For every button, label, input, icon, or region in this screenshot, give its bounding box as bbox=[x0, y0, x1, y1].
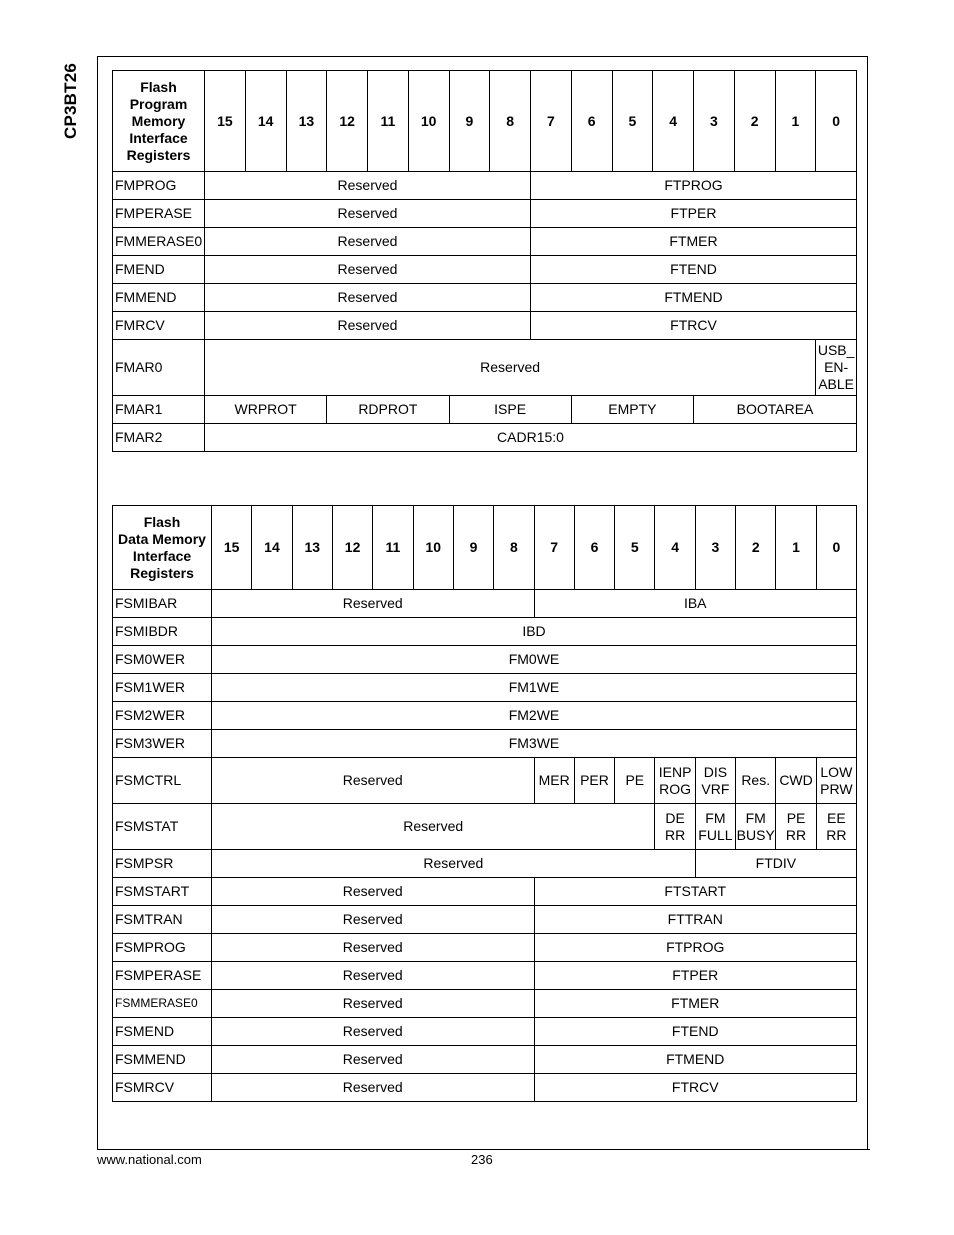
bit-field-reserved: Reserved bbox=[212, 1074, 535, 1102]
register-row-fsm1wer bbox=[113, 674, 857, 702]
register-row-fsm0wer bbox=[113, 646, 857, 674]
bit-field-ftprog: FTPROG bbox=[534, 934, 857, 962]
register-name: FSMEND bbox=[113, 1018, 212, 1046]
bit-field-fm-busy: FM BUSY bbox=[736, 804, 776, 850]
bit-field-per: PER bbox=[574, 758, 614, 804]
bit-header-6: 6 bbox=[574, 506, 614, 590]
bit-header-1: 1 bbox=[775, 71, 816, 172]
register-name: FMAR0 bbox=[113, 340, 205, 396]
register-name: FSMIBDR bbox=[113, 618, 212, 646]
register-name: FSM3WER bbox=[113, 730, 212, 758]
bit-header-0: 0 bbox=[816, 71, 857, 172]
data-memory-register-table bbox=[112, 505, 857, 1102]
table-header-title: Flash Program Memory Interface Registers bbox=[113, 71, 205, 172]
register-row-fsmibdr bbox=[113, 618, 857, 646]
bit-field-iba: IBA bbox=[534, 590, 857, 618]
footer-url: www.national.com bbox=[97, 1152, 202, 1167]
bit-field-ftdiv: FTDIV bbox=[695, 850, 856, 878]
register-row-fsm2wer bbox=[113, 702, 857, 730]
bit-field-reserved: Reserved bbox=[212, 758, 535, 804]
document-side-title bbox=[59, 56, 83, 146]
bit-header-14: 14 bbox=[252, 506, 292, 590]
bit-field-fm3we: FM3WE bbox=[212, 730, 857, 758]
bit-field-pe-rr: PE RR bbox=[776, 804, 816, 850]
program-memory-register-table bbox=[112, 70, 857, 452]
bit-field-reserved: Reserved bbox=[205, 340, 816, 396]
bit-field-reserved: Reserved bbox=[205, 256, 531, 284]
bit-header-6: 6 bbox=[571, 71, 612, 172]
register-name: FMAR1 bbox=[113, 396, 205, 424]
register-name: FMPROG bbox=[113, 172, 205, 200]
bit-header-12: 12 bbox=[327, 71, 368, 172]
bit-field-reserved: Reserved bbox=[212, 804, 655, 850]
bit-field-ftrcv: FTRCV bbox=[534, 1074, 857, 1102]
bit-field-res: Res. bbox=[736, 758, 776, 804]
bit-field-reserved: Reserved bbox=[212, 990, 535, 1018]
register-name: FSMSTAT bbox=[113, 804, 212, 850]
register-name: FSMPROG bbox=[113, 934, 212, 962]
register-name: FSMMEND bbox=[113, 1046, 212, 1074]
bit-field-ienp-rog: IENP ROG bbox=[655, 758, 695, 804]
register-name: FMRCV bbox=[113, 312, 205, 340]
bit-field-ftend: FTEND bbox=[531, 256, 857, 284]
register-row-fsmperase bbox=[113, 962, 857, 990]
bit-field-ispe: ISPE bbox=[449, 396, 571, 424]
bit-header-2: 2 bbox=[736, 506, 776, 590]
register-row-fsmmend bbox=[113, 1046, 857, 1074]
bit-field-low-prw: LOW PRW bbox=[816, 758, 856, 804]
register-name: FMMERASE0 bbox=[113, 228, 205, 256]
bit-field-ftper: FTPER bbox=[534, 962, 857, 990]
bit-field-fttran: FTTRAN bbox=[534, 906, 857, 934]
bit-field-reserved: Reserved bbox=[205, 228, 531, 256]
register-row-fmprog bbox=[113, 172, 857, 200]
register-row-fsmstart bbox=[113, 878, 857, 906]
bit-field-de-rr: DE RR bbox=[655, 804, 695, 850]
bit-field-ibd: IBD bbox=[212, 618, 857, 646]
bit-field-dis-vrf: DIS VRF bbox=[695, 758, 735, 804]
bit-field-ftmend: FTMEND bbox=[534, 1046, 857, 1074]
register-name: FSMSTART bbox=[113, 878, 212, 906]
page-number: 236 bbox=[471, 1152, 493, 1167]
bit-field-reserved: Reserved bbox=[205, 284, 531, 312]
bit-field-cwd: CWD bbox=[776, 758, 816, 804]
bit-header-4: 4 bbox=[655, 506, 695, 590]
bit-field-wrprot: WRPROT bbox=[205, 396, 327, 424]
bit-header-5: 5 bbox=[615, 506, 655, 590]
bit-header-3: 3 bbox=[695, 506, 735, 590]
bit-field-ftprog: FTPROG bbox=[531, 172, 857, 200]
bit-header-14: 14 bbox=[245, 71, 286, 172]
bit-field-reserved: Reserved bbox=[212, 934, 535, 962]
register-row-fsmibar bbox=[113, 590, 857, 618]
bit-field-pe: PE bbox=[615, 758, 655, 804]
bit-field-ftmend: FTMEND bbox=[531, 284, 857, 312]
footer-rule bbox=[97, 1149, 870, 1150]
bit-field-empty: EMPTY bbox=[571, 396, 693, 424]
bit-field-fm0we: FM0WE bbox=[212, 646, 857, 674]
bit-header-10: 10 bbox=[408, 71, 449, 172]
bit-header-8: 8 bbox=[494, 506, 534, 590]
register-name: FMEND bbox=[113, 256, 205, 284]
bit-header-9: 9 bbox=[449, 71, 490, 172]
bit-field-ftmer: FTMER bbox=[531, 228, 857, 256]
bit-field-ftend: FTEND bbox=[534, 1018, 857, 1046]
register-name: FSMPERASE bbox=[113, 962, 212, 990]
register-name: FSMMERASE0 bbox=[113, 990, 212, 1018]
table-header-title: Flash Data Memory Interface Registers bbox=[113, 506, 212, 590]
bit-field-reserved: Reserved bbox=[212, 850, 696, 878]
register-row-fmmerase0 bbox=[113, 228, 857, 256]
register-name: FMMEND bbox=[113, 284, 205, 312]
table-header-row bbox=[113, 506, 857, 590]
register-row-fsmctrl bbox=[113, 758, 857, 804]
bit-field-reserved: Reserved bbox=[212, 590, 535, 618]
register-row-fmar2 bbox=[113, 424, 857, 452]
bit-header-15: 15 bbox=[212, 506, 252, 590]
bit-field-reserved: Reserved bbox=[205, 172, 531, 200]
register-name: FSM2WER bbox=[113, 702, 212, 730]
register-name: FSMIBAR bbox=[113, 590, 212, 618]
register-row-fmend bbox=[113, 256, 857, 284]
register-row-fsmpsr bbox=[113, 850, 857, 878]
register-row-fsm3wer bbox=[113, 730, 857, 758]
bit-header-11: 11 bbox=[368, 71, 409, 172]
register-row-fsmmerase0 bbox=[113, 990, 857, 1018]
bit-field-reserved: Reserved bbox=[205, 200, 531, 228]
bit-field-reserved: Reserved bbox=[212, 1018, 535, 1046]
bit-header-12: 12 bbox=[332, 506, 372, 590]
bit-header-4: 4 bbox=[653, 71, 694, 172]
bit-field-mer: MER bbox=[534, 758, 574, 804]
register-row-fmrcv bbox=[113, 312, 857, 340]
bit-field-bootarea: BOOTAREA bbox=[694, 396, 857, 424]
register-name: FSMCTRL bbox=[113, 758, 212, 804]
register-row-fmperase bbox=[113, 200, 857, 228]
bit-header-9: 9 bbox=[453, 506, 493, 590]
register-name: FSMTRAN bbox=[113, 906, 212, 934]
bit-field-reserved: Reserved bbox=[212, 1046, 535, 1074]
register-name: FSMPSR bbox=[113, 850, 212, 878]
register-row-fsmend bbox=[113, 1018, 857, 1046]
register-row-fsmtran bbox=[113, 906, 857, 934]
side-title-text: CP3BT26 bbox=[61, 62, 80, 140]
bit-field-rdprot: RDPROT bbox=[327, 396, 449, 424]
bit-header-10: 10 bbox=[413, 506, 453, 590]
register-row-fmar1 bbox=[113, 396, 857, 424]
register-name: FSM0WER bbox=[113, 646, 212, 674]
bit-header-1: 1 bbox=[776, 506, 816, 590]
register-name: FMAR2 bbox=[113, 424, 205, 452]
bit-header-0: 0 bbox=[816, 506, 856, 590]
register-row-fmmend bbox=[113, 284, 857, 312]
bit-field-reserved: Reserved bbox=[205, 312, 531, 340]
bit-field-ftmer: FTMER bbox=[534, 990, 857, 1018]
bit-header-3: 3 bbox=[694, 71, 735, 172]
bit-header-2: 2 bbox=[734, 71, 775, 172]
bit-field-fm2we: FM2WE bbox=[212, 702, 857, 730]
bit-field-reserved: Reserved bbox=[212, 906, 535, 934]
register-name: FSM1WER bbox=[113, 674, 212, 702]
register-row-fsmrcv bbox=[113, 1074, 857, 1102]
bit-header-7: 7 bbox=[531, 71, 572, 172]
bit-header-8: 8 bbox=[490, 71, 531, 172]
bit-header-13: 13 bbox=[286, 71, 327, 172]
bit-header-11: 11 bbox=[373, 506, 413, 590]
register-row-fmar0 bbox=[113, 340, 857, 396]
bit-field-ee-rr: EE RR bbox=[816, 804, 856, 850]
bit-field-ftper: FTPER bbox=[531, 200, 857, 228]
bit-field-usb-en-able: USB_ EN- ABLE bbox=[816, 340, 857, 396]
bit-field-reserved: Reserved bbox=[212, 962, 535, 990]
register-row-fsmstat bbox=[113, 804, 857, 850]
bit-field-cadr15-0: CADR15:0 bbox=[205, 424, 857, 452]
bit-header-13: 13 bbox=[292, 506, 332, 590]
register-row-fsmprog bbox=[113, 934, 857, 962]
table-header-row bbox=[113, 71, 857, 172]
bit-field-fm-full: FM FULL bbox=[695, 804, 735, 850]
register-name: FSMRCV bbox=[113, 1074, 212, 1102]
bit-field-fm1we: FM1WE bbox=[212, 674, 857, 702]
bit-header-15: 15 bbox=[205, 71, 246, 172]
bit-header-5: 5 bbox=[612, 71, 653, 172]
bit-header-7: 7 bbox=[534, 506, 574, 590]
bit-field-ftstart: FTSTART bbox=[534, 878, 857, 906]
bit-field-reserved: Reserved bbox=[212, 878, 535, 906]
bit-field-ftrcv: FTRCV bbox=[531, 312, 857, 340]
register-name: FMPERASE bbox=[113, 200, 205, 228]
